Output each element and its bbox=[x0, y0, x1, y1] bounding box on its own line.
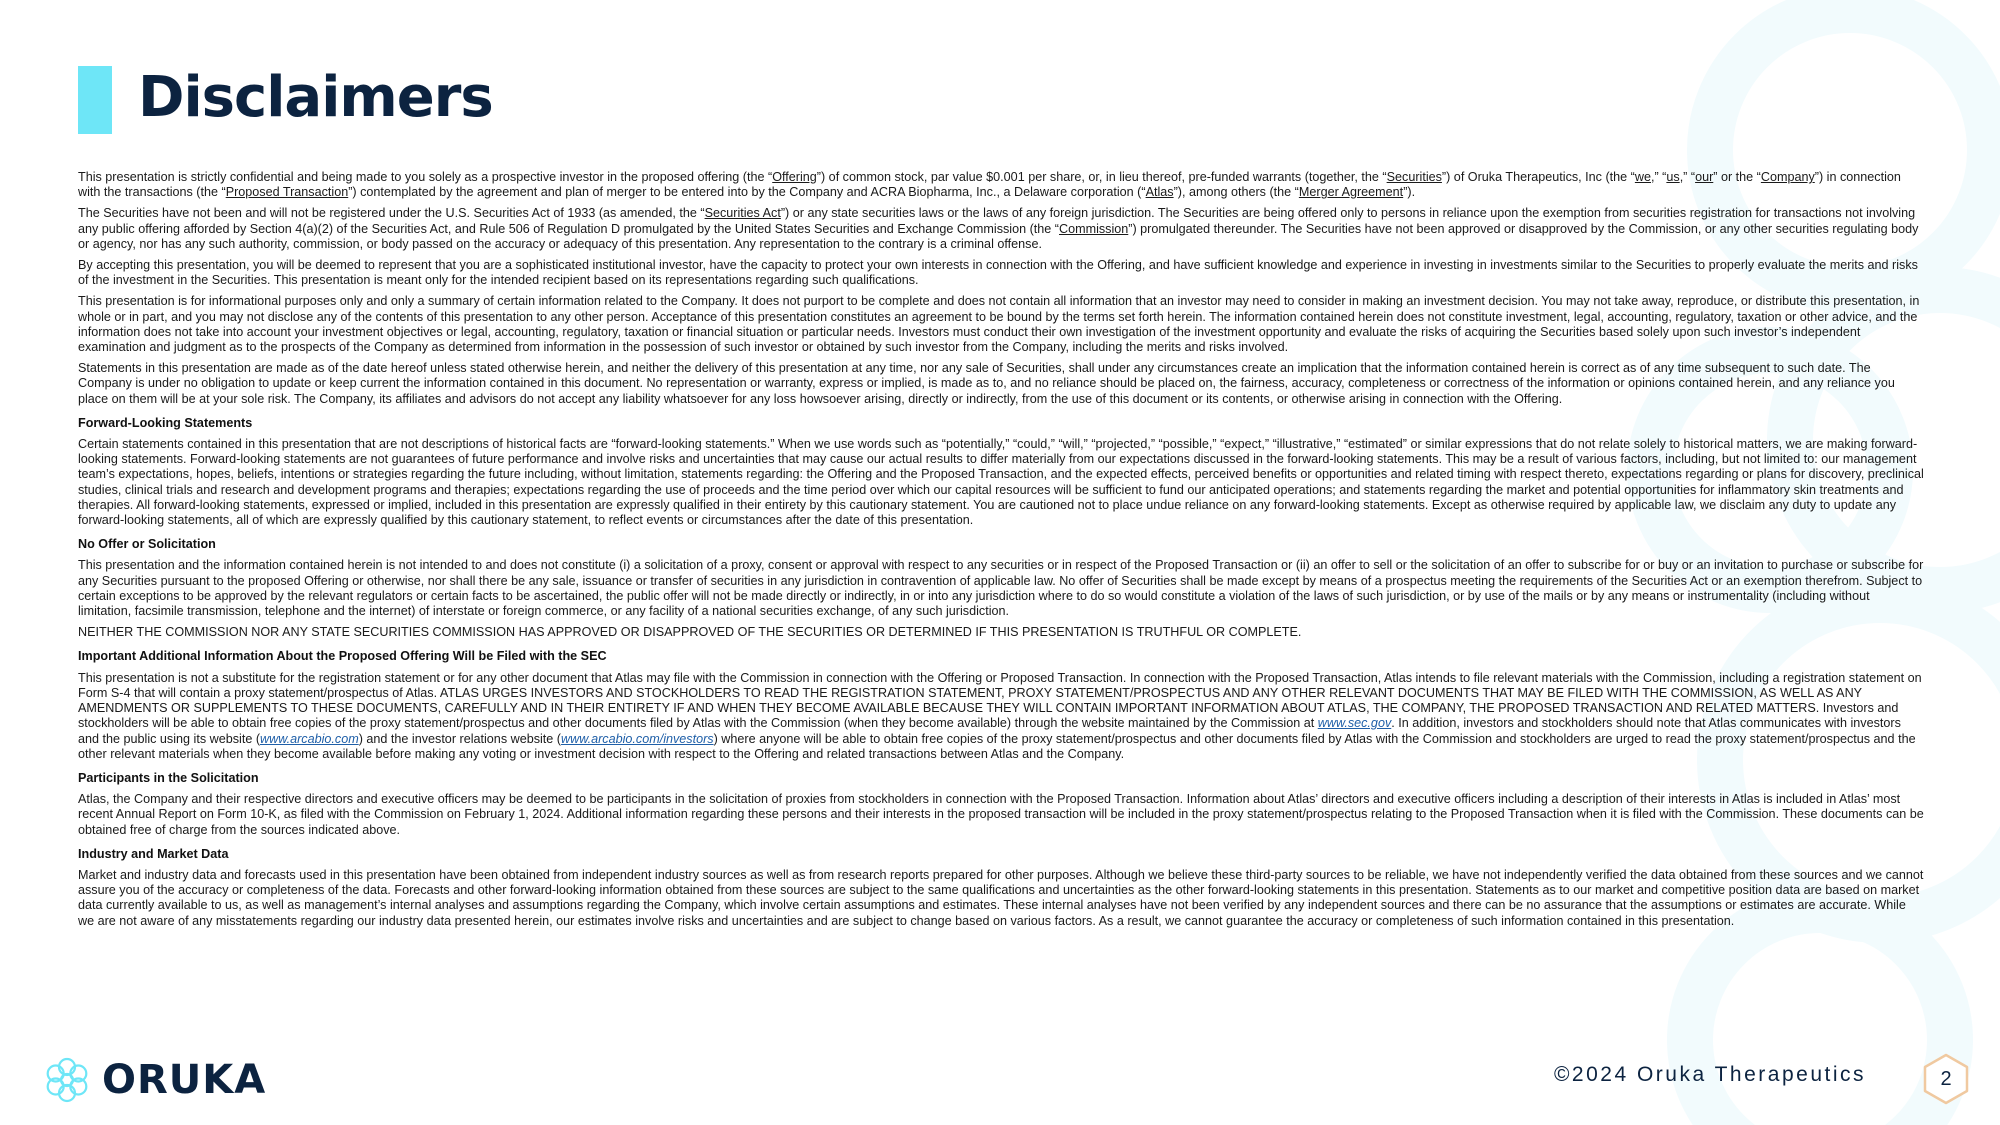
page-title: Disclaimers bbox=[138, 65, 493, 130]
text-run: ”), among others (the “ bbox=[1173, 185, 1299, 200]
heading-no-offer: No Offer or Solicitation bbox=[78, 537, 216, 552]
text-run: This presentation is not a substitute for the registration statement or for any other document that Atlas may file with the Commission in connection with the Offering or Proposed Transaction. In connection with the Proposed Transaction, Atlas intends to file relevant materials with the Commission, including a registration statement on Form S-4 that will contain a proxy statement/prospectus of Atlas. ATLAS URGES INVESTORS AND STOCKHOLDERS TO READ THE REGISTRATION STATEMENT, PROXY STATEMENT/PROSPECTUS AND ANY OTHER RELEVANT DOCUMENTS THAT MAY BE FILED WITH THE COMMISSION, AS WELL AS ANY AMENDMENTS OR SUPPLEMENTS TO THESE DOCUMENTS, CAREFULLY AND IN THEIR ENTIRETY IF AND WHEN THEY BECOME AVAILABLE BECAUSE THEY WILL CONTAIN IMPORTANT INFORMATION ABOUT ATLAS, THE COMPANY, THE PROPOSED TRANSACTION AND RELATED MATTERS. Investors and stockholders will be able to obtain free copies of the proxy statement/prospectus and other documents filed by Atlas with the Commission (when they become available) through the website maintained by the Commission at bbox=[78, 670, 1922, 731]
text-run: ,” “ bbox=[1679, 170, 1696, 184]
defined-term-merger-agreement: Merger Agreement bbox=[1298, 185, 1404, 200]
heading-important-information: Important Additional Information About the Proposed Offering Will be Filed with the SEC bbox=[78, 649, 607, 664]
defined-term-offering: Offering bbox=[772, 170, 817, 184]
paragraph-informational-purposes: This presentation is for informational purposes only and only a summary of certain information related to the Company. It does not purport to be complete and does not contain all information that an investor may need to consider in making an investment decision. You may not take away, reproduce, or distribute this presentation, in whole or in part, and you may not disclose any of the contents of this presentation to any other person. Acceptance of this presentation constitutes an agreement to be bound by the terms set forth herein. The information contained herein does not constitute investment, legal, accounting, regulatory, taxation or other advice, and the information does not take into account your investment objectives or legal, accounting, regulatory, taxation or financial situation or particular needs. Investors must conduct their own investigation of the investment opportunity and evaluate the risks of acquiring the Securities based solely upon such investor’s independent examination and judgment as to the prospects of the Company as determined from information in the possession of such investor or obtained by such investor from the Company, including the merits and risks involved. bbox=[78, 294, 1920, 355]
paragraph-statements-date: Statements in this presentation are made as of the date hereof unless stated otherwise herein, and neither the delivery of this presentation at any time, nor any sale of Securities, shall under any circumstances create an implication that the information contained herein is correct as of any time subsequent to such date. The Company is under no obligation to update or keep current the information contained in this document. No representation or warranty, express or implied, is made as to, and no reliance should be placed on, the fairness, accuracy, completeness or correctness of the information or opinions contained herein, and any reliance you place on them will be at your sole risk. The Company, its affiliates and advisors do not accept any liability whatsoever for any loss howsoever arising, directly or indirectly, from the use of this document or its contents, or otherwise arising in connection with the Offering. bbox=[78, 361, 1895, 406]
title-accent-bar bbox=[78, 66, 112, 134]
paragraph-securities-act bbox=[78, 206, 1924, 252]
text-run: ”) contemplated by the agreement and plan of merger to be entered into by the Company and ACRA Biopharma, Inc., a Delaware corporation (“ bbox=[348, 185, 1146, 200]
paragraph-forward-looking: Certain statements contained in this presentation that are not descriptions of historical facts are “forward-looking statements.” When we use words such as “potentially,” “could,” “will,” “projected,” “possible,” “expect,” “illustrative,” “estimated” or similar expressions that do not relate solely to historical matters, we are making forward-looking statements. Forward-looking statements are not guarantees of future performance and involve risks and uncertainties that may cause our actual results to differ materially from our expectations discussed in the forward-looking statements. This may be a result of various factors, including, but not limited to: our management team’s expectations, hopes, beliefs, intentions or strategies regarding the future including, without limitation, statements regarding: the Offering and the Proposed Transaction, and the expected effects, perceived benefits or opportunities and related timing with respect thereto, expectations regarding or plans for discovery, preclinical studies, clinical trials and research and development programs and therapies; expectations regarding the use of proceeds and the time period over which our capital resources will be sufficient to fund our anticipated operations; and statements regarding the market and potential opportunities for inflammatory skin treatments and therapies. All forward-looking statements, expressed or implied, included in this presentation are expressly qualified in their entirety by this cautionary statement. You are cautioned not to place undue reliance on any forward-looking statements. Except as otherwise required by applicable law, we disclaim any duty to update any forward-looking statements, all of which are expressly qualified by this cautionary statement, to reflect events or circumstances after the date of this presentation. bbox=[78, 437, 1924, 528]
logo-wordmark: ORUKA bbox=[102, 1057, 267, 1103]
defined-term-securities-act: Securities Act bbox=[704, 206, 781, 221]
link-arcabio-investors[interactable]: www.arcabio.com/investors bbox=[561, 731, 714, 746]
text-run: ) where anyone will be able to obtain free copies of the proxy statement/prospectus and other documents filed by Atlas with the Commission and stockholders are urged to read the proxy statement/prospectus and the other relevant materials when they become available before making any voting or investment decision with respect to the Offering and related transactions between Atlas and the Company. bbox=[78, 731, 1916, 761]
heading-industry-data: Industry and Market Data bbox=[78, 846, 229, 861]
paragraph-participants: Atlas, the Company and their respective directors and executive officers may be deemed to be participants in the solicitation of proxies from stockholders in connection with the Proposed Transaction. Information about Atlas’ directors and executive officers including a description of their interests in Atlas is included in Atlas’ most recent Annual Report on Form 10-K, as filed with the Commission on February 1, 2024. Additional information regarding these persons and their interests in the proposed transaction will be included in the proxy statement/prospectus relating to the Proposed Transaction when it is filed with the Commission. These documents can be obtained free of charge from the sources indicated above. bbox=[78, 792, 1924, 837]
heading-participants: Participants in the Solicitation bbox=[78, 770, 259, 785]
paragraph-commission-notice: NEITHER THE COMMISSION NOR ANY STATE SECURITIES COMMISSION HAS APPROVED OR DISAPPROVED OF THE SECURITIES OR DETERMINED IF THIS PRESENTATION IS TRUTHFUL OR COMPLETE. bbox=[78, 625, 1302, 640]
defined-term-we: we bbox=[1634, 170, 1651, 184]
heading-forward-looking: Forward-Looking Statements bbox=[78, 415, 253, 430]
text-run: ”) promulgated thereunder. The Securities have not been approved or disapproved by the Commission, or any other securities regulating body or agency, nor has any such authority, commission, or body passed on the accuracy or adequacy of this presentation. Any representation to the contrary is a criminal offense. bbox=[78, 221, 1919, 251]
text-run: ”) or any state securities laws or the laws of any foreign jurisdiction. The Securities are being offered only to persons in reliance upon the exemption from securities registration for transactions not involving any public offering afforded by Section 4(a)(2) of the Securities Act, and Rule 506 of Regulation D promulgated by the United States Securities and Exchange Commission (the “ bbox=[78, 206, 1916, 236]
defined-term-commission: Commission bbox=[1059, 221, 1129, 236]
text-run: ” or the “ bbox=[1713, 170, 1761, 184]
text-run: ”). bbox=[1403, 185, 1416, 200]
text-run: ,” “ bbox=[1650, 170, 1667, 184]
link-arcabio[interactable]: www.arcabio.com bbox=[260, 731, 359, 746]
defined-term-company: Company bbox=[1760, 170, 1815, 184]
text-run: . In addition, investors and stockholders should note that Atlas communicates with investors and the public using its website ( bbox=[78, 716, 1901, 746]
defined-term-our: our bbox=[1695, 170, 1714, 184]
oruka-logo bbox=[42, 1052, 266, 1108]
page-number-badge bbox=[1922, 1053, 1970, 1105]
copyright-notice: ©2024 Oruka Therapeutics bbox=[1553, 1063, 1866, 1086]
page-number: 2 bbox=[1940, 1067, 1952, 1090]
text-run: This presentation is strictly confidential and being made to you solely as a prospective investor in the proposed offering (the “ bbox=[78, 170, 773, 184]
text-run: ”) of Oruka Therapeutics, Inc (the “ bbox=[1441, 170, 1635, 184]
paragraph-important-information bbox=[78, 671, 1924, 762]
paragraph-investor-representation: By accepting this presentation, you will be deemed to represent that you are a sophisticated institutional investor, have the capacity to protect your own interests in connection with the Offering, and have sufficient knowledge and experience in investing in investments similar to the Securities to properly evaluate the merits and risks of the investment in the Securities. This presentation is meant only for the intended recipient based on its representations regarding such qualifications. bbox=[78, 258, 1918, 288]
defined-term-us: us bbox=[1666, 170, 1680, 184]
paragraph-industry-data: Market and industry data and forecasts used in this presentation have been obtained from independent industry sources as well as from research reports prepared for other purposes. Although we believe these third-party sources to be reliable, we have not independently verified the data obtained from these sources and we cannot assure you of the accuracy or completeness of the data. Forecasts and other forward-looking information obtained from these sources are subject to the same qualifications and uncertainties as the other forward-looking statements in this presentation. Statements as to our market and competitive position data are based on market data currently available to us, as well as management’s internal analyses and assumptions regarding the Company, which involve certain assumptions and estimates. These internal analyses have not been verified by any independent sources and there can be no assurance that the assumptions or estimates are accurate. While we are not aware of any misstatements regarding our industry data presented herein, our estimates involve risks and uncertainties and are subject to change based on various factors. As a result, we cannot guarantee the accuracy or completeness of such information contained in this presentation. bbox=[78, 867, 1924, 928]
text-run: ) and the investor relations website ( bbox=[358, 731, 562, 746]
link-sec-gov[interactable]: www.sec.gov bbox=[1317, 716, 1392, 731]
paragraph-confidentiality bbox=[78, 170, 1924, 200]
text-run: ”) in connection with the transactions (the “ bbox=[78, 170, 1901, 200]
paragraph-no-offer: This presentation and the information contained herein is not intended to and does not constitute (i) a solicitation of a proxy, consent or approval with respect to any securities or in respect of the Proposed Transaction or (ii) an offer to sell or the solicitation of an offer to subscribe for or buy or an invitation to purchase or subscribe for any Securities pursuant to the proposed Offering or otherwise, nor shall there be any sale, issuance or transfer of securities in any jurisdiction in contravention of applicable law. No offer of Securities shall be made except by means of a prospectus meeting the requirements of the Securities Act or an exemption therefrom. Subject to certain exceptions to be approved by the relevant regulators or certain facts to be ascertained, the public offer will not be made directly or indirectly, in or into any jurisdiction where to do so would constitute a violation of the laws of such jurisdiction, or by use of the mails or by any means or instrumentality (including without limitation, facsimile transmission, telephone and the internet) of interstate or foreign commerce, or any facility of a national securities exchange, of any such jurisdiction. bbox=[78, 558, 1924, 619]
defined-term-atlas: Atlas bbox=[1145, 185, 1174, 200]
defined-term-proposed-transaction: Proposed Transaction bbox=[225, 185, 349, 200]
defined-term-securities: Securities bbox=[1386, 170, 1442, 184]
disclaimer-body bbox=[78, 170, 1924, 935]
text-run: ”) of common stock, par value $0.001 per share, or, in lieu thereof, pre-funded warrants (together, the “ bbox=[816, 170, 1387, 184]
text-run: The Securities have not been and will not be registered under the U.S. Securities Act of 1933 (as amended, the “ bbox=[78, 206, 705, 221]
oruka-flower-logo-icon bbox=[42, 1055, 92, 1105]
